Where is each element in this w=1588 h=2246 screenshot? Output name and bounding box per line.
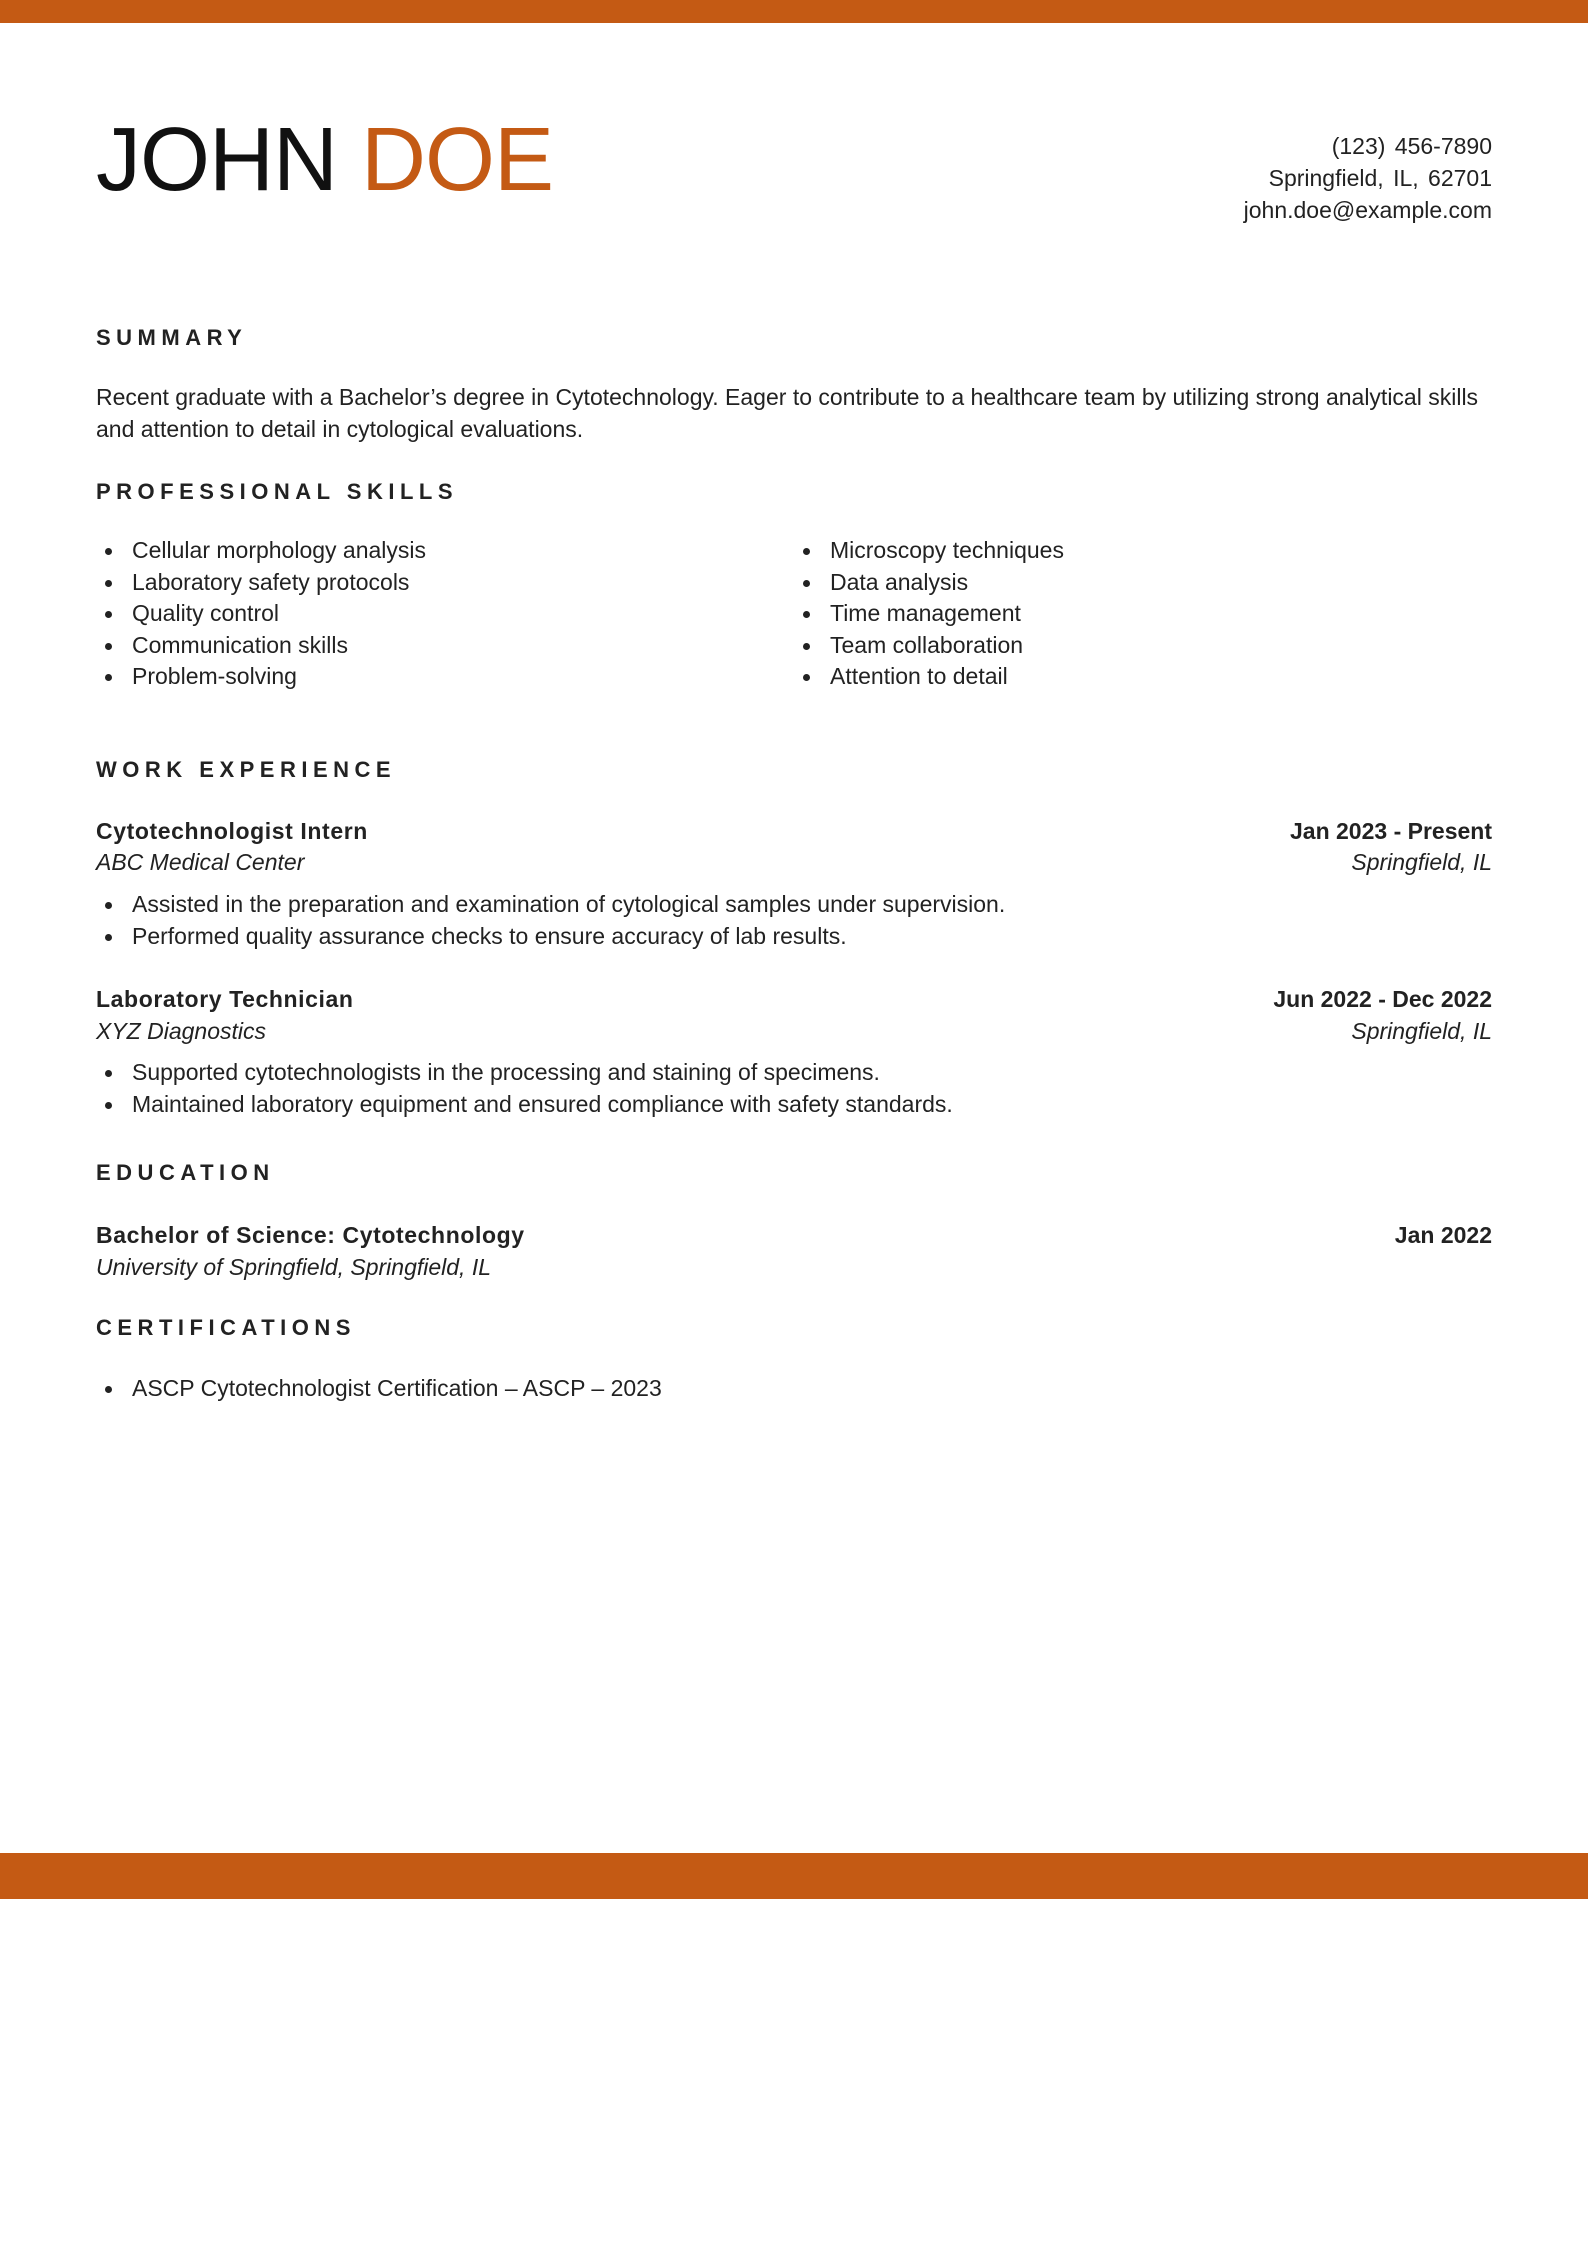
skill-item: Attention to detail xyxy=(794,661,1064,693)
job-bullet: Maintained laboratory equipment and ensured compliance with safety standards. xyxy=(96,1089,953,1121)
job-location: Springfield, IL xyxy=(1351,1018,1492,1044)
job-subheader xyxy=(96,846,1492,878)
job-dates: Jan 2023 - Present xyxy=(1289,818,1492,844)
certifications-heading: CERTIFICATIONS xyxy=(96,1315,356,1340)
company: ABC Medical Center xyxy=(96,849,305,875)
summary-text: Recent graduate with a Bachelor’s degree in Cytotechnology. Eager to contribute to a healthcare team by utilizing strong analytical skills and attention to detail in cytological evaluations. xyxy=(96,384,1479,442)
summary-heading: SUMMARY xyxy=(96,325,248,350)
job-bullet: Supported cytotechnologists in the processing and staining of specimens. xyxy=(96,1057,953,1089)
job-subheader xyxy=(96,1015,1492,1047)
top-accent-bar xyxy=(0,0,1588,23)
location: Springfield, IL, 62701 xyxy=(1268,165,1492,191)
job-bullets xyxy=(96,889,1005,952)
job-title: Laboratory Technician xyxy=(96,986,354,1012)
certifications-list xyxy=(96,1373,662,1405)
job-header xyxy=(96,983,1492,1015)
skill-item: Team collaboration xyxy=(794,630,1064,662)
skills-left-column xyxy=(96,535,426,693)
email: john.doe@example.com xyxy=(1243,197,1492,223)
certification-item: ASCP Cytotechnologist Certification – ASCP – 2023 xyxy=(96,1373,662,1405)
education-header xyxy=(96,1219,1492,1251)
skill-item: Microscopy techniques xyxy=(794,535,1064,567)
contact-info xyxy=(1244,130,1492,226)
skill-item: Cellular morphology analysis xyxy=(96,535,426,567)
skill-item: Data analysis xyxy=(794,567,1064,599)
job-location: Springfield, IL xyxy=(1351,849,1492,875)
education-subheader xyxy=(96,1251,1492,1283)
skill-item: Laboratory safety protocols xyxy=(96,567,426,599)
company: XYZ Diagnostics xyxy=(96,1018,267,1044)
experience-heading: WORK EXPERIENCE xyxy=(96,757,397,782)
education-heading: EDUCATION xyxy=(96,1160,275,1185)
job-bullet: Assisted in the preparation and examination of cytological samples under supervision. xyxy=(96,889,1005,921)
candidate-name xyxy=(96,110,553,210)
bottom-accent-bar xyxy=(0,1853,1588,1899)
skill-item: Time management xyxy=(794,598,1064,630)
skill-item: Problem-solving xyxy=(96,661,426,693)
job-bullet: Performed quality assurance checks to ensure accuracy of lab results. xyxy=(96,921,1005,953)
job-title: Cytotechnologist Intern xyxy=(96,818,368,844)
degree: Bachelor of Science: Cytotechnology xyxy=(96,1222,525,1248)
job-header xyxy=(96,815,1492,847)
last-name: DOE xyxy=(361,110,554,210)
skill-item: Quality control xyxy=(96,598,426,630)
job-dates: Jun 2022 - Dec 2022 xyxy=(1273,986,1492,1012)
phone: (123) 456-7890 xyxy=(1331,133,1492,159)
education-date: Jan 2022 xyxy=(1394,1222,1492,1248)
first-name: JOHN xyxy=(96,110,337,210)
skill-item: Communication skills xyxy=(96,630,426,662)
skills-heading: PROFESSIONAL SKILLS xyxy=(96,479,459,504)
job-bullets xyxy=(96,1057,953,1120)
skills-right-column xyxy=(794,535,1064,693)
school: University of Springfield, Springfield, IL xyxy=(96,1254,492,1280)
